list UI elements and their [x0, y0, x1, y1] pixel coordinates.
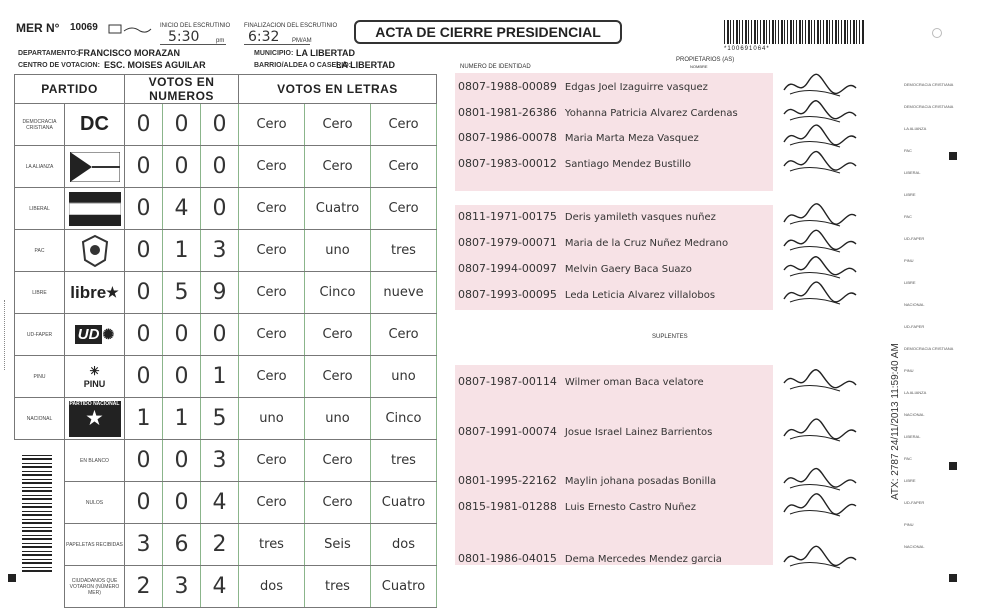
party-row: [15, 272, 437, 314]
fin-ampm: PM/AM: [292, 38, 312, 44]
row-party-label: PINU: [904, 522, 914, 527]
member-entry: [458, 106, 738, 119]
signature-mark: [780, 202, 860, 230]
vote-digit-field[interactable]: 1: [136, 406, 151, 431]
member-name: Maria Marta Meza Vasquez: [564, 133, 699, 144]
vote-word-field[interactable]: Cero: [388, 327, 419, 342]
vote-digit-field[interactable]: 9: [212, 280, 227, 305]
summary-digit-field[interactable]: 2: [212, 532, 227, 557]
party-row: [15, 230, 437, 272]
side-barcode: [22, 452, 52, 572]
party-row: [15, 104, 437, 146]
summary-digit-field[interactable]: 2: [136, 574, 151, 599]
summary-word-field[interactable]: dos: [260, 579, 283, 594]
party-logo: libre ★: [70, 282, 119, 302]
row-party-label: PINU: [904, 258, 914, 263]
member-id: 0807-1983-00012: [458, 157, 557, 170]
summary-word-field[interactable]: tres: [259, 537, 284, 552]
document-title: ACTA DE CIERRE PRESIDENCIAL: [354, 20, 622, 44]
member-id: 0801-1981-26386: [458, 106, 557, 119]
row-party-label: LA ALIANZA: [904, 126, 927, 131]
inicio-ampm: pm: [216, 38, 225, 44]
reg-mark: [949, 574, 957, 582]
vote-digit-field[interactable]: 0: [136, 112, 151, 137]
vote-digit-field[interactable]: 0: [212, 154, 227, 179]
member-name: Maria de la Cruz Nuñez Medrano: [564, 238, 729, 249]
vote-digit-field[interactable]: 0: [136, 196, 151, 221]
party-logo: [69, 149, 121, 185]
summary-digit-field[interactable]: 4: [212, 490, 227, 515]
row-party-label: NACIONAL: [904, 544, 925, 549]
votes-table: [14, 74, 437, 608]
summary-digit-field[interactable]: 0: [174, 490, 189, 515]
member-entry: [458, 375, 704, 388]
member-id: 0807-1991-00074: [458, 425, 557, 438]
member-entry: [458, 288, 715, 301]
party-name: PINU: [33, 373, 46, 380]
member-name: Maylin johana posadas Bonilla: [564, 476, 717, 487]
summary-word-field[interactable]: tres: [325, 579, 350, 594]
row-party-label: LIBRE: [904, 192, 916, 197]
signature-mark: [780, 466, 860, 494]
summary-digit-field[interactable]: 6: [174, 532, 189, 557]
member-entry: [458, 236, 728, 249]
vote-digit-field[interactable]: 0: [136, 322, 151, 347]
vote-word-field[interactable]: Cinco: [385, 411, 422, 426]
vote-digit-field[interactable]: 0: [136, 280, 151, 305]
summary-row: [15, 566, 437, 608]
summary-word-field[interactable]: Cero: [256, 495, 287, 510]
summary-word-field[interactable]: Cuatro: [381, 579, 426, 594]
member-id: 0807-1994-00097: [458, 262, 557, 275]
barcode-text: *100691064*: [724, 46, 770, 52]
reg-mark: [949, 152, 957, 160]
vote-word-field[interactable]: Cuatro: [315, 201, 360, 216]
summary-row: [15, 440, 437, 482]
vote-word-field[interactable]: Cinco: [319, 285, 356, 300]
row-party-label: UD-FAPER: [904, 500, 925, 505]
side-text-strip: [4, 300, 11, 370]
vote-word-field[interactable]: Cero: [256, 285, 287, 300]
member-id: 0801-1986-04015: [458, 552, 557, 565]
summary-label: EN BLANCO: [80, 457, 109, 464]
row-party-label: PAC: [904, 214, 912, 219]
summary-label: CIUDADANOS QUE VOTARON (NÚMERO MER): [69, 577, 120, 596]
row-party-label: NACIONAL: [904, 302, 925, 307]
party-logo: PARTIDO NACIONAL ★: [69, 401, 121, 437]
header-letras: VOTOS EN LETRAS: [239, 75, 437, 104]
summary-word-field[interactable]: Cero: [256, 453, 287, 468]
row-party-label: PINU: [904, 368, 914, 373]
vote-word-field[interactable]: Cero: [256, 243, 287, 258]
signature-mark: [780, 254, 860, 282]
member-name: Edgas Joel Izaguirre vasquez: [564, 82, 708, 93]
member-name: Dema Mercedes Mendez garcia: [564, 554, 722, 565]
table-header-row: [15, 75, 437, 104]
row-party-label: LIBERAL: [904, 170, 921, 175]
party-row: [15, 188, 437, 230]
vote-word-field[interactable]: Cero: [388, 159, 419, 174]
vote-digit-field[interactable]: 3: [212, 238, 227, 263]
member-id: 0807-1993-00095: [458, 288, 557, 301]
fin-label: FINALIZACION DEL ESCRUTINIO: [244, 23, 338, 29]
vote-word-field[interactable]: Cero: [322, 117, 353, 132]
party-logo: [69, 233, 121, 269]
vote-word-field[interactable]: nueve: [383, 285, 424, 300]
vote-word-field[interactable]: tres: [391, 243, 416, 258]
vote-word-field[interactable]: uno: [325, 243, 350, 258]
party-logo: ✳ PINU: [83, 364, 106, 389]
signature-mark: [780, 98, 860, 126]
inicio-underline: [160, 44, 226, 45]
party-name: PAC: [34, 247, 45, 254]
suplentes-header: SUPLENTES: [652, 334, 688, 340]
reg-mark: [8, 574, 16, 582]
party-name: UD-FAPER: [26, 331, 53, 338]
party-row: [15, 398, 437, 440]
party-name: NACIONAL: [26, 415, 53, 422]
member-name: Santiago Mendez Bustillo: [564, 159, 692, 170]
member-name: Melvin Gaery Baca Suazo: [564, 264, 692, 275]
id-column-header: NUMERO DE IDENTIDAD: [460, 64, 531, 70]
vote-digit-field[interactable]: 0: [136, 238, 151, 263]
vote-digit-field[interactable]: 0: [212, 196, 227, 221]
member-id: 0815-1981-01288: [458, 500, 557, 513]
summary-word-field[interactable]: Cuatro: [381, 495, 426, 510]
vote-digit-field[interactable]: 0: [136, 154, 151, 179]
member-entry: [458, 500, 696, 513]
barcode: [724, 20, 864, 44]
vote-word-field[interactable]: Cero: [256, 369, 287, 384]
fin-time: 6:32: [248, 29, 280, 45]
owners-header: PROPIETARIOS (AS): [676, 57, 735, 63]
vote-word-field[interactable]: Cero: [388, 201, 419, 216]
vote-digit-field[interactable]: 0: [136, 364, 151, 389]
vote-digit-field[interactable]: 0: [174, 112, 189, 137]
vote-word-field[interactable]: Cero: [256, 327, 287, 342]
member-name: Yohanna Patricia Alvarez Cardenas: [564, 108, 738, 119]
vote-word-field[interactable]: uno: [325, 411, 350, 426]
barrio-value: LA LIBERTAD: [336, 60, 395, 70]
summary-word-field[interactable]: tres: [391, 453, 416, 468]
row-party-label: LA ALIANZA: [904, 390, 927, 395]
party-row: [15, 314, 437, 356]
member-entry: [458, 131, 699, 144]
signature-mark: [780, 280, 860, 308]
barrio-label: BARRIO/ALDEA O CASERIO:: [254, 62, 351, 69]
inicio-label: INICIO DEL ESCRUTINIO: [160, 23, 231, 29]
signature-mark: [780, 123, 860, 151]
party-logo: [69, 191, 121, 227]
row-party-label: NACIONAL: [904, 412, 925, 417]
member-id: 0807-1988-00089: [458, 80, 557, 93]
summary-digit-field[interactable]: 0: [136, 448, 151, 473]
vote-digit-field[interactable]: 1: [174, 238, 189, 263]
header-numeros: VOTOS EN NUMEROS: [125, 75, 239, 104]
vote-word-field[interactable]: Cero: [256, 201, 287, 216]
signature-mark: [780, 544, 860, 572]
member-entry: [458, 474, 716, 487]
row-party-label: UD-FAPER: [904, 236, 925, 241]
member-id: 0807-1986-00078: [458, 131, 557, 144]
signature-mark: [780, 72, 860, 100]
party-name: LIBRE: [32, 289, 47, 296]
inicio-time: 5:30: [168, 29, 200, 45]
summary-digit-field[interactable]: 0: [136, 490, 151, 515]
vote-digit-field[interactable]: 0: [174, 364, 189, 389]
party-name: DEMOCRACIA CRISTIANA: [22, 118, 57, 131]
vote-word-field[interactable]: Cero: [256, 159, 287, 174]
vote-digit-field[interactable]: 5: [212, 406, 227, 431]
vote-digit-field[interactable]: 4: [174, 196, 189, 221]
vote-digit-field[interactable]: 1: [212, 364, 227, 389]
municipio-label: MUNICIPIO:: [254, 50, 294, 57]
vote-digit-field[interactable]: 5: [174, 280, 189, 305]
vote-word-field[interactable]: Cero: [388, 117, 419, 132]
row-party-label: DEMOCRACIA CRISTIANA: [904, 104, 954, 109]
summary-row: [15, 482, 437, 524]
centro-value: ESC. MOISES AGUILAR: [104, 60, 206, 70]
signature-mark: [780, 149, 860, 177]
member-name: Deris yamileth vasques nuñez: [564, 212, 716, 223]
summary-digit-field[interactable]: 4: [212, 574, 227, 599]
vote-word-field[interactable]: Cero: [322, 327, 353, 342]
party-row: [15, 356, 437, 398]
signature-mark: [780, 492, 860, 520]
party-name: LA ALIANZA: [25, 163, 54, 170]
member-id: 0807-1987-00114: [458, 375, 557, 388]
member-entry: [458, 210, 716, 223]
vote-word-field[interactable]: Cero: [256, 117, 287, 132]
row-party-label: PAC: [904, 148, 912, 153]
vote-digit-field[interactable]: 0: [212, 112, 227, 137]
row-party-label: DEMOCRACIA CRISTIANA: [904, 346, 954, 351]
row-party-label: LIBRE: [904, 478, 916, 483]
member-entry: [458, 80, 708, 93]
mer-label: MER N°: [16, 21, 60, 35]
summary-digit-field[interactable]: 3: [212, 448, 227, 473]
vote-word-field[interactable]: uno: [391, 369, 416, 384]
party-logo: DC: [80, 113, 109, 135]
row-party-label: PAC: [904, 456, 912, 461]
summary-word-field[interactable]: Cero: [322, 453, 353, 468]
vote-word-field[interactable]: Cero: [322, 369, 353, 384]
member-entry: [458, 425, 712, 438]
punch-hole: [932, 28, 942, 38]
summary-word-field[interactable]: dos: [392, 537, 415, 552]
name-column-header: NOMBRE: [690, 64, 708, 69]
summary-word-field[interactable]: Seis: [324, 537, 351, 552]
party-logo: UD ✺: [69, 317, 121, 353]
party-name: LIBERAL: [29, 205, 50, 212]
member-entry: [458, 157, 691, 170]
tse-logo: [108, 22, 152, 34]
row-party-label: LIBRE: [904, 280, 916, 285]
vote-digit-field[interactable]: 0: [174, 154, 189, 179]
member-entry: [458, 552, 722, 565]
member-entry: [458, 262, 692, 275]
member-name: Luis Ernesto Castro Nuñez: [564, 502, 696, 513]
centro-label: CENTRO DE VOTACION:: [18, 62, 100, 69]
side-stamp: ATX: 2787 24/11/2013 11:59:40 AM: [890, 343, 901, 500]
departamento-label: DEPARTAMENTO:: [18, 50, 79, 57]
reg-mark: [949, 462, 957, 470]
summary-word-field[interactable]: Cero: [322, 495, 353, 510]
summary-digit-field[interactable]: 3: [136, 532, 151, 557]
summary-label: PAPELETAS RECIBIDAS: [66, 541, 123, 548]
party-row: [15, 146, 437, 188]
member-name: Wilmer oman Baca velatore: [564, 377, 704, 388]
municipio-value: LA LIBERTAD: [296, 48, 355, 58]
fin-underline: [244, 44, 310, 45]
member-id: 0807-1979-00071: [458, 236, 557, 249]
vote-digit-field[interactable]: 0: [174, 322, 189, 347]
summary-digit-field[interactable]: 0: [174, 448, 189, 473]
summary-label: NULOS: [85, 499, 104, 506]
departamento-value: FRANCISCO MORAZAN: [78, 48, 180, 58]
vote-word-field[interactable]: Cero: [322, 159, 353, 174]
summary-digit-field[interactable]: 3: [174, 574, 189, 599]
member-id: 0811-1971-00175: [458, 210, 557, 223]
summary-row: [15, 524, 437, 566]
row-party-label: DEMOCRACIA CRISTIANA: [904, 82, 954, 87]
signature-mark: [780, 367, 860, 395]
member-id: 0801-1995-22162: [458, 474, 557, 487]
signature-mark: [780, 417, 860, 445]
row-party-label: UD-FAPER: [904, 324, 925, 329]
mer-number: 10069: [70, 22, 98, 33]
vote-digit-field[interactable]: 1: [174, 406, 189, 431]
member-name: Leda Leticia Alvarez villalobos: [564, 290, 716, 301]
pink-band-bottom: [455, 365, 773, 565]
vote-word-field[interactable]: uno: [259, 411, 284, 426]
header-partido: PARTIDO: [15, 75, 125, 104]
vote-digit-field[interactable]: 0: [212, 322, 227, 347]
signature-mark: [780, 228, 860, 256]
row-party-label: LIBERAL: [904, 434, 921, 439]
member-name: Josue Israel Lainez Barrientos: [564, 427, 713, 438]
